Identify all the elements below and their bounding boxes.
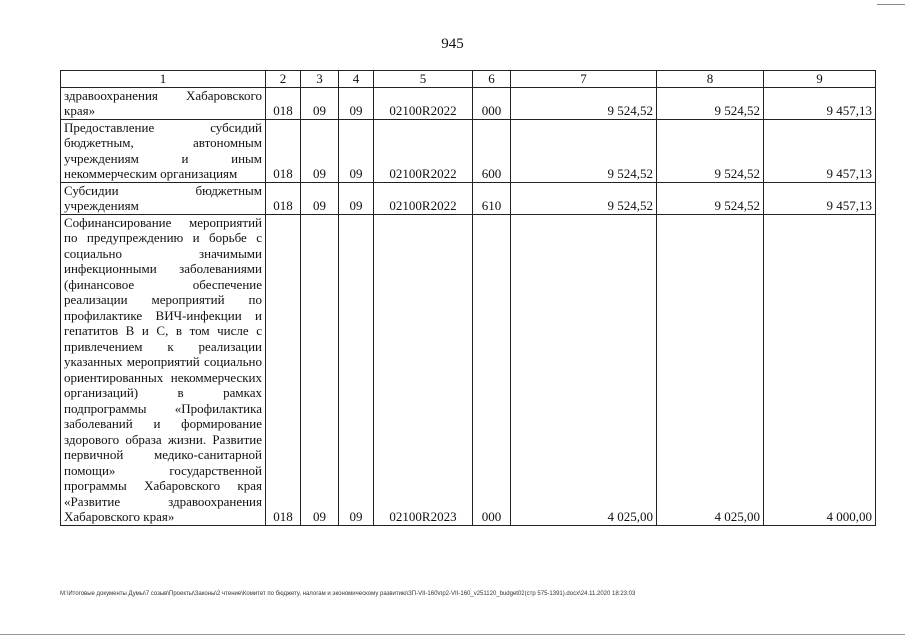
column-header: 8 <box>657 71 764 88</box>
cell-expense-type: 610 <box>473 182 511 214</box>
row-name: Предоставление субсидий бюджетным, автономным учреждениям и иным некоммерческим организациям <box>61 119 266 182</box>
column-header: 6 <box>473 71 511 88</box>
table-row <box>61 87 876 119</box>
cell-section: 09 <box>301 119 339 182</box>
table-header-row <box>61 71 876 88</box>
cell-subsection: 09 <box>339 182 374 214</box>
column-header: 1 <box>61 71 266 88</box>
column-header: 4 <box>339 71 374 88</box>
column-header: 7 <box>511 71 657 88</box>
column-header: 2 <box>266 71 301 88</box>
cell-amount-col9: 9 457,13 <box>764 119 876 182</box>
cell-expense-type: 000 <box>473 214 511 525</box>
cell-target-article: 02100R2022 <box>374 87 473 119</box>
cell-amount-col9: 4 000,00 <box>764 214 876 525</box>
cell-amount-col7: 9 524,52 <box>511 87 657 119</box>
table-row <box>61 182 876 214</box>
cell-target-article: 02100R2022 <box>374 119 473 182</box>
cell-amount-col8: 9 524,52 <box>657 87 764 119</box>
cell-amount-col8: 9 524,52 <box>657 182 764 214</box>
cell-subsection: 09 <box>339 87 374 119</box>
column-header: 9 <box>764 71 876 88</box>
bottom-edge-line <box>0 634 905 635</box>
column-header: 5 <box>374 71 473 88</box>
cell-expense-type: 600 <box>473 119 511 182</box>
cell-amount-col8: 4 025,00 <box>657 214 764 525</box>
cell-subsection: 09 <box>339 214 374 525</box>
cell-ministry: 018 <box>266 182 301 214</box>
footer-file-path: M:\Итоговые документы Думы\7 созыв\Проекты\Законы\2 чтение\Комитет по бюджету, налогам и экономическому развитию\ЗП-VII-160\пр2-VII-160_v251120_budget02(стр 575-1391).docx\24.11.2020 18:23:03 <box>60 591 636 597</box>
cell-section: 09 <box>301 214 339 525</box>
cell-amount-col9: 9 457,13 <box>764 87 876 119</box>
cell-section: 09 <box>301 87 339 119</box>
top-edge-line <box>877 4 905 5</box>
column-header: 3 <box>301 71 339 88</box>
table-row <box>61 119 876 182</box>
cell-target-article: 02100R2022 <box>374 182 473 214</box>
cell-amount-col7: 9 524,52 <box>511 182 657 214</box>
cell-ministry: 018 <box>266 87 301 119</box>
cell-expense-type: 000 <box>473 87 511 119</box>
budget-table <box>60 70 876 526</box>
table-row <box>61 214 876 525</box>
cell-ministry: 018 <box>266 119 301 182</box>
cell-amount-col9: 9 457,13 <box>764 182 876 214</box>
row-name: Субсидии бюджетным учреждениям <box>61 182 266 214</box>
cell-section: 09 <box>301 182 339 214</box>
cell-amount-col8: 9 524,52 <box>657 119 764 182</box>
row-name: здравоохранения Хабаровского края» <box>61 87 266 119</box>
cell-ministry: 018 <box>266 214 301 525</box>
page-number: 945 <box>441 36 464 52</box>
cell-subsection: 09 <box>339 119 374 182</box>
cell-amount-col7: 4 025,00 <box>511 214 657 525</box>
row-name: Софинансирование мероприятий по предупреждению и борьбе с социально значимыми инфекционными заболеваниями (финансовое обеспечение реализации мероприятий по профилактике ВИЧ-инфекции и гепатитов В и С, в том числе с привлечением к реализации указанных мероприятий социально ориентированных некоммерческих организаций) в рамках подпрограммы «Профилактика заболеваний и формирование здорового образа жизни. Развитие первичной медико-санитарной помощи» государственной программы Хабаровского края «Развитие здравоохранения Хабаровского края» <box>61 214 266 525</box>
cell-target-article: 02100R2023 <box>374 214 473 525</box>
cell-amount-col7: 9 524,52 <box>511 119 657 182</box>
